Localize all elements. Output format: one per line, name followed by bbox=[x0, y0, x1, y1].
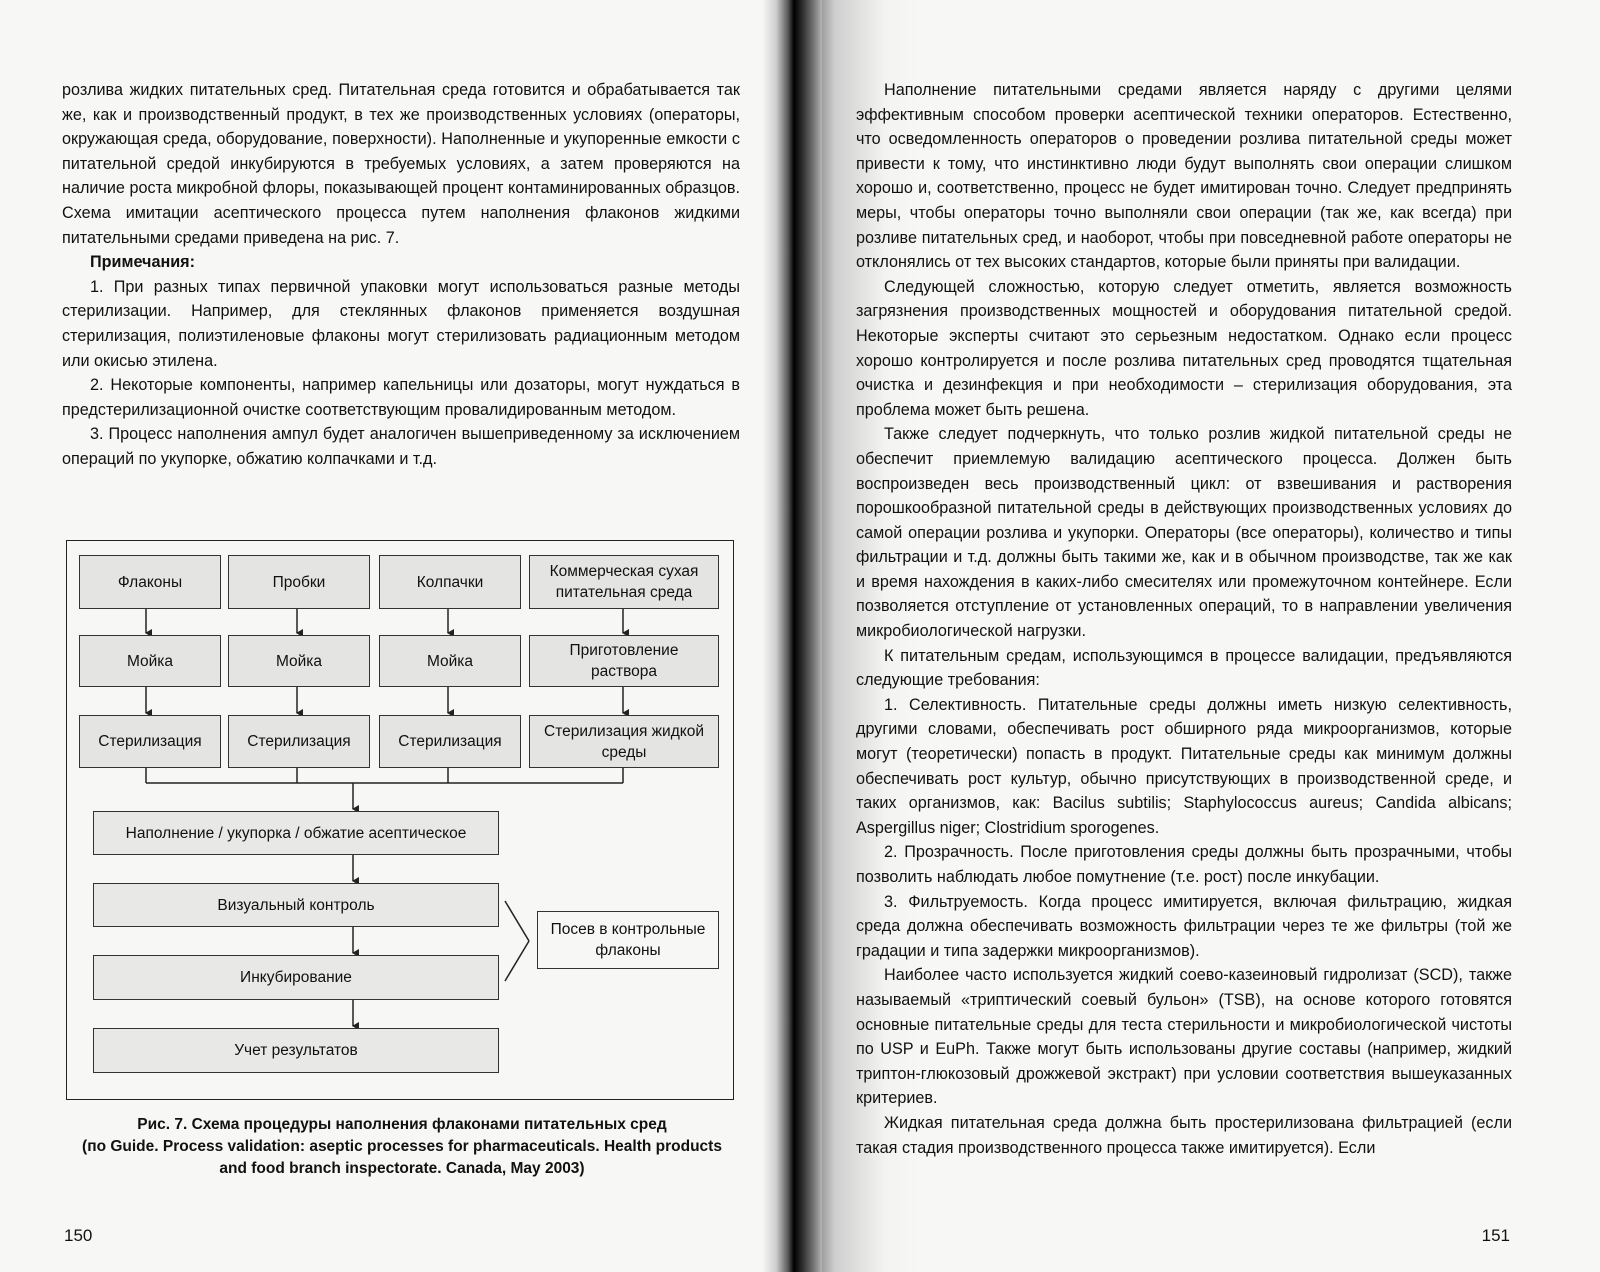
paragraph: 2. Некоторые компоненты, например капельницы или дозаторы, могут нуждаться в предстерилизационной очистке соответствующим провалидированным методом. bbox=[62, 376, 740, 419]
paragraph: Следующей сложностью, которую следует отметить, является возможность загрязнения производственных мощностей и оборудования питательной средой. Некоторые эксперты считают это серьезным недостатком. Однако если процесс хорошо контролируется и после розлива питательных сред проводятся тщательная очистка и дезинфекция и при необходимости – стерилизация оборудования, эта проблема может быть решена. bbox=[856, 277, 1512, 419]
flow-box-control-inoculation: Посев в контрольные флаконы bbox=[537, 911, 719, 969]
flow-box-washing: Мойка bbox=[228, 635, 370, 687]
flow-box-caps: Колпачки bbox=[379, 555, 521, 609]
book-gutter bbox=[762, 0, 822, 1272]
right-page bbox=[790, 0, 1600, 1272]
paragraph: 3. Процесс наполнения ампул будет аналогичен вышеприведенному за исключением операций по укупорке, обжатию колпачками и т.д. bbox=[62, 425, 740, 468]
paragraph: розлива жидких питательных сред. Питательная среда готовится и обрабатывается так же, как и производственный продукт, в тех же производственных условиях (операторы, окружающая среда, оборудование, поверхности). Наполненные и укупоренные емкости с питательной средой инкубируются в требуемых условиях, а затем проверяются на наличие роста микробной флоры, показывающей процент контаминированных образцов. Схема имитации асептического процесса путем наполнения флаконов жидкими питательными средами приведена на рис. 7. bbox=[62, 81, 740, 247]
flow-box-sterilization: Стерилизация bbox=[379, 715, 521, 768]
flow-box-vials: Флаконы bbox=[79, 555, 221, 609]
flow-box-stoppers: Пробки bbox=[228, 555, 370, 609]
flow-box-solution-prep: Приготовление раствора bbox=[529, 635, 719, 687]
paragraph: Наполнение питательными средами является наряду с другими целями эффективным способом проверки асептической техники операторов. Естественно, что осведомленность операторов о проведении розлива питательной среды может привести к тому, что инстинктивно люди будут выполнять свои операции слишком хорошо и, соответственно, процесс не будет имитирован точно. Следует предпринять меры, чтобы операторы точно выполняли свои операции (так же, как всегда) при розливе питательных сред, и наоборот, чтобы при повседневной работе операторы не отклонялись от тех высоких стандартов, которые были приняты при валидации. bbox=[856, 81, 1512, 272]
flow-box-washing: Мойка bbox=[79, 635, 221, 687]
flow-box-sterilization: Стерилизация bbox=[228, 715, 370, 768]
left-page bbox=[0, 0, 790, 1272]
paragraph: 1. При разных типах первичной упаковки могут использоваться разные методы стерилизации. Например, для стеклянных флаконов применяется воздушная стерилизация, полиэтиленовые флаконы могут стерилизовать радиационным методом или окисью этилена. bbox=[62, 277, 740, 370]
flow-box-washing: Мойка bbox=[379, 635, 521, 687]
flow-box-results: Учет результатов bbox=[93, 1028, 499, 1073]
paragraph: Наиболее часто используется жидкий соево-казеиновый гидролизат (SCD), также называемый «триптический соевый бульон» (TSB), на основе которого готовятся основные питательные среды для теста стерильности и микробиологической чистоты по USP и EuPh. Также могут быть использованы другие составы (например, жидкий триптон-глюкозовый дрожжевой экстракт) при условии соответствия вышеуказанных критериев. bbox=[856, 966, 1512, 1108]
paragraph: Жидкая питательная среда должна быть простерилизована фильтрацией (если такая стадия производственного процесса также имитируется). Если bbox=[856, 1113, 1512, 1157]
caption-line: and food branch inspectorate. Canada, May 2003) bbox=[219, 1160, 585, 1177]
page-number: 151 bbox=[1481, 1226, 1510, 1245]
flow-box-incubation: Инкубирование bbox=[93, 955, 499, 1000]
paragraph: К питательным средам, использующимся в процессе валидации, предъявляются следующие требования: bbox=[856, 646, 1512, 690]
flowchart-figure bbox=[66, 540, 734, 1100]
caption-line: (по Guide. Process validation: aseptic processes for pharmaceuticals. Health products bbox=[82, 1138, 722, 1155]
caption-line: Рис. 7. Схема процедуры наполнения флаконами питательных сред bbox=[137, 1116, 667, 1133]
flow-box-liquid-sterilization: Стерилизация жидкой среды bbox=[529, 715, 719, 768]
paragraph: 1. Селективность. Питательные среды должны иметь низкую селективность, другими словами, обеспечивать рост обширного ряда микроорганизмов, которые могут (теоретически) попасть в продукт. Питательные среды как минимум должны обеспечивать рост культур, обычно присутствующих в производственной среде, и таких организмов, как: Bacilus subtilis; Staphylococcus aureus; Candida albicans; Aspergillus niger; Clostridium sporogenes. bbox=[856, 695, 1512, 837]
flow-box-sterilization: Стерилизация bbox=[79, 715, 221, 768]
page-number: 150 bbox=[64, 1226, 93, 1245]
paragraph: Также следует подчеркнуть, что только розлив жидкой питательной среды не обеспечит приемлемую валидацию асептического процесса. Должен быть воспроизведен весь производственный цикл: от взвешивания и растворения порошкообразной питательной среды в действующих производственных условиях до самой операции розлива и укупорки. Операторы (все операторы), количество и типы фильтрации и т.д. должны быть такими же, как и в обычном производстве, так же как и время нахождения в каких-либо смесителях или промежуточном контейнере. Если позволяется отступление от установленных операций, то в направлении увеличения микробиологической нагрузки. bbox=[856, 425, 1512, 641]
paragraph: 2. Прозрачность. После приготовления среды должны быть прозрачными, чтобы позволить наблюдать любое помутнение (т.е. рост) после инкубации. bbox=[856, 843, 1512, 886]
notes-heading: Примечания: bbox=[90, 253, 196, 272]
right-page-text bbox=[856, 78, 1512, 1160]
paragraph: 3. Фильтруемость. Когда процесс имитируется, включая фильтрацию, жидкая среда должна обеспечивать возможность фильтрации через те же фильтры (той же градации и типа задержки микроорганизмов). bbox=[856, 892, 1512, 960]
flow-box-dry-medium: Коммерческая сухая питательная среда bbox=[529, 555, 719, 609]
flow-box-filling: Наполнение / укупорка / обжатие асептическое bbox=[93, 811, 499, 855]
flow-box-visual-control: Визуальный контроль bbox=[93, 883, 499, 927]
left-page-text bbox=[62, 78, 740, 472]
figure-caption bbox=[62, 1114, 742, 1180]
